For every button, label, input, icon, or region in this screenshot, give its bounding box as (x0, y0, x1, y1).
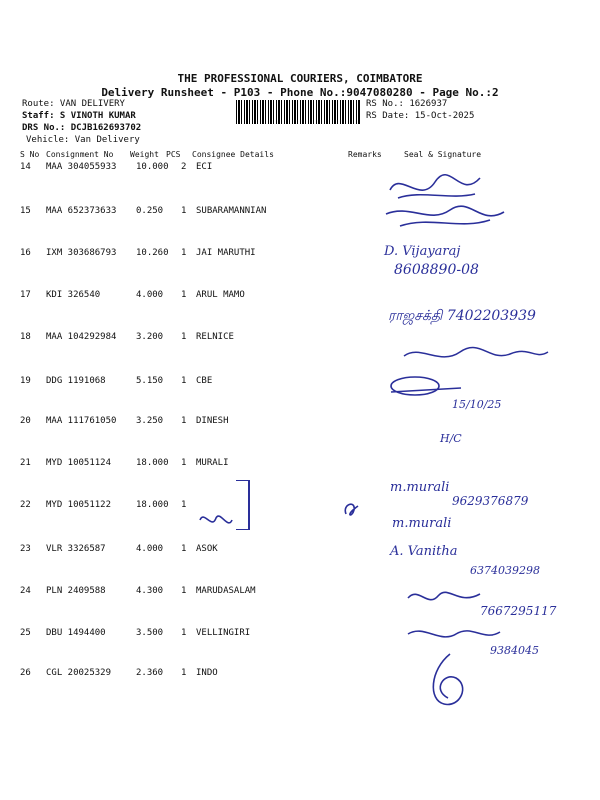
signature-row-26 (420, 650, 480, 710)
signature-row-19 (385, 372, 465, 400)
table-row (0, 162, 600, 202)
row-consignee: RELNICE (196, 332, 234, 342)
row-weight: 3.200 (136, 332, 164, 342)
row-consignee: SUBARAMANNIAN (196, 206, 267, 216)
row-weight: 3.250 (136, 416, 164, 426)
row-consignment-no: MAA 304055933 (46, 162, 117, 172)
signature-row-24 (404, 584, 484, 612)
row-weight: 0.250 (136, 206, 164, 216)
handwritten-phone-3: 6374039298 (470, 564, 540, 577)
signature-row-15 (380, 200, 510, 236)
row-consignment-no: PLN 2409588 (46, 586, 106, 596)
row-consignment-no: MAA 652373633 (46, 206, 117, 216)
row-pcs: 1 (181, 544, 187, 554)
handwritten-tamil-phone: ராஜசக்தி 7402203939 (388, 308, 536, 324)
col-pcs: PCS (166, 150, 181, 159)
col-consignment: Consignment No (46, 150, 114, 159)
row-weight: 3.500 (136, 628, 164, 638)
row-consignment-no: VLR 3326587 (46, 544, 106, 554)
row-pcs: 2 (181, 162, 187, 172)
sig-murali-1: m.murali (390, 480, 450, 495)
row-pcs: 1 (181, 332, 187, 342)
row-weight: 4.300 (136, 586, 164, 596)
row-sno: 21 (20, 458, 31, 468)
row-consignment-no: DDG 1191068 (46, 376, 106, 386)
row-weight: 10.260 (136, 248, 169, 258)
row-pcs: 1 (181, 206, 187, 216)
row-sno: 15 (20, 206, 31, 216)
row-weight: 4.000 (136, 290, 164, 300)
handwritten-initials: H/C (440, 432, 462, 445)
table-row (0, 458, 600, 498)
rs-date: RS Date: 15-Oct-2025 (366, 111, 475, 121)
handwritten-phone-2: 9629376879 (452, 494, 529, 508)
row-sno: 14 (20, 162, 31, 172)
row-sno: 17 (20, 290, 31, 300)
row-sno: 26 (20, 668, 31, 678)
table-row (0, 248, 600, 288)
row-pcs: 1 (181, 290, 187, 300)
rs-number: RS No.: 1626937 (366, 99, 448, 109)
row-pcs: 1 (181, 628, 187, 638)
row-weight: 4.000 (136, 544, 164, 554)
vehicle: Vehicle: Van Delivery (26, 135, 140, 145)
signature-row-25 (404, 622, 504, 648)
table-row (0, 206, 600, 246)
col-weight: Weight (130, 150, 159, 159)
row-consignee: CBE (196, 376, 213, 386)
signature-row-22 (196, 510, 236, 530)
ink-bracket (236, 480, 250, 530)
row-consignment-no: MYD 10051124 (46, 458, 112, 468)
row-sno: 24 (20, 586, 31, 596)
col-seal-signature: Seal & Signature (404, 150, 482, 159)
row-pcs: 1 (181, 500, 187, 510)
row-sno: 20 (20, 416, 31, 426)
row-pcs: 1 (181, 586, 187, 596)
row-weight: 10.000 (136, 162, 169, 172)
table-row (0, 668, 600, 708)
row-consignment-no: KDI 326540 (46, 290, 101, 300)
row-consignee: DINESH (196, 416, 229, 426)
row-consignee: VELLINGIRI (196, 628, 251, 638)
row-consignment-no: DBU 1494400 (46, 628, 106, 638)
row-consignee: ARUL MAMO (196, 290, 245, 300)
row-consignment-no: IXM 303686793 (46, 248, 117, 258)
row-sno: 16 (20, 248, 31, 258)
col-consignee: Consignee Details (192, 150, 274, 159)
sig-vijayaraj: D. Vijayaraj (384, 244, 461, 259)
row-pcs: 1 (181, 376, 187, 386)
row-weight: 18.000 (136, 500, 169, 510)
drs-number: DRS No.: DCJB162693702 (22, 123, 142, 133)
route: Route: VAN DELIVERY (22, 99, 125, 109)
row-consignee: ASOK (196, 544, 218, 554)
handwritten-phone-4: 7667295117 (480, 604, 557, 618)
row-pcs: 1 (181, 416, 187, 426)
row-pcs: 1 (181, 248, 187, 258)
row-weight: 18.000 (136, 458, 169, 468)
row-sno: 19 (20, 376, 31, 386)
barcode (236, 100, 360, 124)
row-consignee: MURALI (196, 458, 229, 468)
signature-row-18 (400, 340, 550, 370)
company-title: THE PROFESSIONAL COURIERS, COIMBATORE (177, 72, 423, 85)
row-weight: 2.360 (136, 668, 164, 678)
table-row (0, 416, 600, 456)
row-consignment-no: MYD 10051122 (46, 500, 112, 510)
runsheet-title: Delivery Runsheet - P103 - Phone No.:9047080280 - Page No.:2 (101, 86, 499, 99)
row-consignee: JAI MARUTHI (196, 248, 256, 258)
row-consignee: ECI (196, 162, 213, 172)
handwritten-phone-1: 8608890-08 (394, 262, 479, 278)
row-pcs: 1 (181, 458, 187, 468)
row-weight: 5.150 (136, 376, 164, 386)
row-sno: 23 (20, 544, 31, 554)
handwritten-phone-5: 9384045 (490, 644, 539, 657)
row-consignee: INDO (196, 668, 218, 678)
row-sno: 18 (20, 332, 31, 342)
row-sno: 22 (20, 500, 31, 510)
ink-mark (342, 500, 362, 520)
row-consignment-no: MAA 111761050 (46, 416, 117, 426)
col-sno: S No (20, 150, 40, 159)
row-sno: 25 (20, 628, 31, 638)
col-remarks: Remarks (348, 150, 382, 159)
row-consignment-no: CGL 20025329 (46, 668, 112, 678)
sig-murali-2: m.murali (392, 516, 452, 531)
row-pcs: 1 (181, 668, 187, 678)
staff: Staff: S VINOTH KUMAR (22, 111, 136, 121)
sig-vanitha: A. Vanitha (390, 544, 458, 559)
row-consignee: MARUDASALAM (196, 586, 256, 596)
row-consignment-no: MAA 104292984 (46, 332, 117, 342)
handwritten-date: 15/10/25 (452, 398, 502, 411)
table-row (0, 376, 600, 416)
